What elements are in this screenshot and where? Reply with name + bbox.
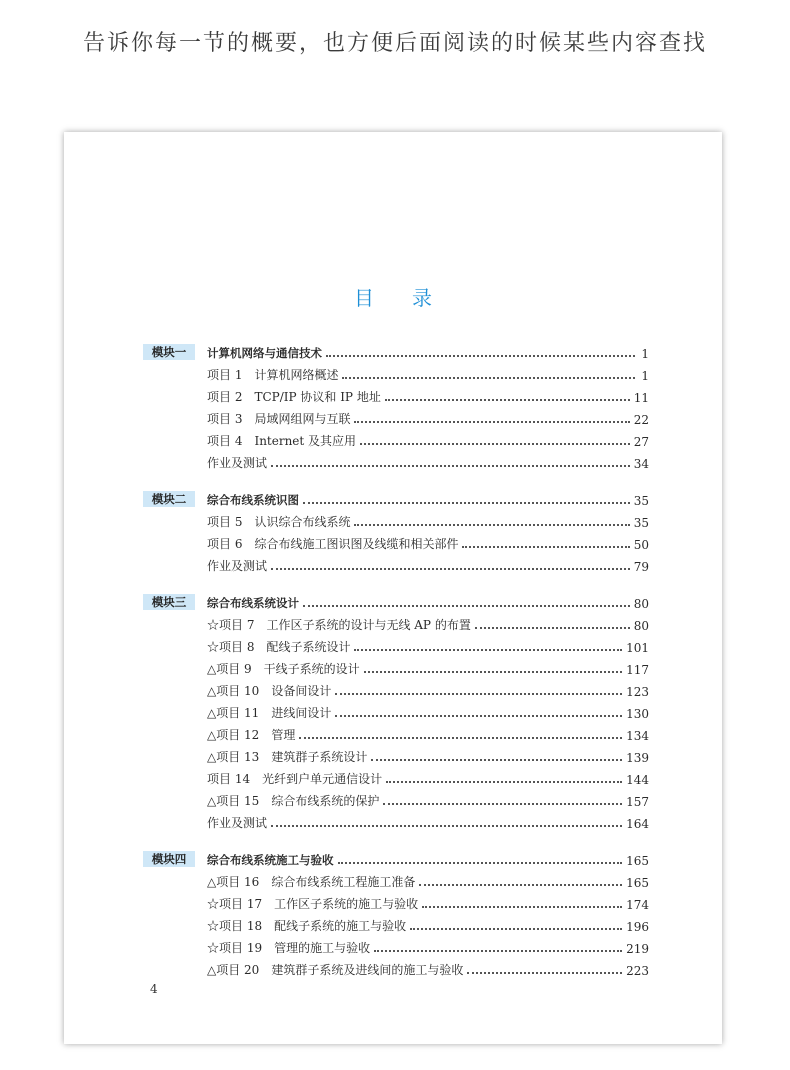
item-page: 101 [626, 641, 649, 655]
promo-caption: 告诉你每一节的概要，也方便后面阅读的时候某些内容查找 [82, 31, 707, 56]
toc-item-row[interactable] [143, 530, 649, 552]
item-label: 项目 1 计算机网络概述 [207, 368, 339, 382]
dot-leader [303, 605, 630, 607]
table-of-contents [143, 337, 649, 991]
dot-leader [338, 862, 623, 864]
item-label: 项目 3 局域网组网与互联 [207, 412, 351, 426]
dot-leader [354, 649, 622, 651]
item-label: △项目 13 建筑群子系统设计 [207, 750, 368, 764]
item-page: 157 [626, 795, 649, 809]
toc-item-row[interactable] [143, 405, 649, 427]
module-title: 计算机网络与通信技术 [207, 346, 322, 360]
item-page: 117 [626, 663, 649, 677]
item-label: 作业及测试 [207, 456, 268, 470]
toc-item-row[interactable] [143, 787, 649, 809]
item-label: ☆项目 17 工作区子系统的施工与验收 [207, 897, 419, 911]
dot-leader [360, 443, 630, 445]
item-label: ☆项目 8 配线子系统设计 [207, 640, 351, 654]
item-page: 80 [633, 619, 649, 633]
item-page: 34 [633, 457, 649, 471]
item-label: △项目 16 综合布线系统工程施工准备 [207, 875, 416, 889]
item-page: 219 [626, 942, 649, 956]
dot-leader [335, 715, 622, 717]
item-label: ☆项目 7 工作区子系统的设计与无线 AP 的布置 [207, 618, 471, 632]
toc-item-row[interactable] [143, 508, 649, 530]
item-label: △项目 15 综合布线系统的保护 [207, 794, 380, 808]
item-page: 11 [633, 391, 649, 405]
item-page: 22 [633, 413, 649, 427]
toc-item-row[interactable] [143, 809, 649, 831]
toc-module-group [143, 587, 649, 831]
toc-item-row[interactable] [143, 934, 649, 956]
dot-leader [467, 972, 622, 974]
item-page: 223 [626, 964, 649, 978]
dot-leader [299, 737, 622, 739]
toc-item-row[interactable] [143, 383, 649, 405]
item-page: 123 [626, 685, 649, 699]
item-label: 作业及测试 [207, 816, 268, 830]
toc-module-row[interactable] [143, 844, 649, 868]
item-label: ☆项目 19 管理的施工与验收 [207, 941, 371, 955]
module-badge: 模块四 [143, 851, 195, 867]
item-page: 35 [633, 516, 649, 530]
item-label: △项目 10 设备间设计 [207, 684, 332, 698]
toc-item-row[interactable] [143, 890, 649, 912]
item-page: 196 [626, 920, 649, 934]
toc-item-row[interactable] [143, 868, 649, 890]
toc-item-row[interactable] [143, 611, 649, 633]
dot-leader [410, 928, 622, 930]
dot-leader [462, 546, 629, 548]
module-title: 综合布线系统识图 [207, 493, 299, 507]
module-title: 综合布线系统设计 [207, 596, 299, 610]
module-badge: 模块三 [143, 594, 195, 610]
item-label: ☆项目 18 配线子系统的施工与验收 [207, 919, 407, 933]
dot-leader [385, 399, 630, 401]
item-page: 1 [641, 369, 649, 383]
dot-leader [342, 377, 635, 379]
item-label: 项目 4 Internet 及其应用 [207, 434, 357, 448]
item-page: 165 [626, 876, 649, 890]
toc-module-row[interactable] [143, 484, 649, 508]
item-label: 作业及测试 [207, 559, 268, 573]
item-page: 144 [626, 773, 649, 787]
toc-item-row[interactable] [143, 721, 649, 743]
item-label: △项目 9 干线子系统的设计 [207, 662, 360, 676]
dot-leader [422, 906, 622, 908]
item-label: 项目 5 认识综合布线系统 [207, 515, 351, 529]
module-page: 1 [641, 347, 649, 361]
item-label: △项目 20 建筑群子系统及进线间的施工与验收 [207, 963, 464, 977]
toc-title: 目录 [354, 286, 470, 310]
item-page: 50 [633, 538, 649, 552]
item-page: 130 [626, 707, 649, 721]
item-label: △项目 11 进线间设计 [207, 706, 332, 720]
module-page: 35 [633, 494, 649, 508]
dot-leader [374, 950, 622, 952]
item-page: 174 [626, 898, 649, 912]
toc-module-row[interactable] [143, 587, 649, 611]
toc-item-row[interactable] [143, 633, 649, 655]
dot-leader [335, 693, 622, 695]
toc-module-group [143, 844, 649, 978]
module-title: 综合布线系统施工与验收 [207, 853, 334, 867]
module-badge: 模块二 [143, 491, 195, 507]
dot-leader [271, 825, 622, 827]
item-page: 27 [633, 435, 649, 449]
item-label: 项目 2 TCP/IP 协议和 IP 地址 [207, 390, 381, 404]
dot-leader [271, 465, 630, 467]
item-page: 134 [626, 729, 649, 743]
dot-leader [364, 671, 622, 673]
item-label: △项目 12 管理 [207, 728, 296, 742]
module-page: 165 [626, 854, 649, 868]
item-page: 139 [626, 751, 649, 765]
page-number: 4 [150, 982, 158, 996]
dot-leader [271, 568, 630, 570]
toc-module-group [143, 484, 649, 574]
toc-item-row[interactable] [143, 427, 649, 449]
item-page: 79 [633, 560, 649, 574]
item-label: 项目 14 光纤到户单元通信设计 [207, 772, 383, 786]
item-label: 项目 6 综合布线施工图识图及线缆和相关部件 [207, 537, 459, 551]
toc-item-row[interactable] [143, 956, 649, 978]
toc-module-group [143, 337, 649, 471]
toc-item-row[interactable] [143, 552, 649, 574]
item-page: 164 [626, 817, 649, 831]
toc-item-row[interactable] [143, 699, 649, 721]
dot-leader [475, 627, 630, 629]
module-page: 80 [633, 597, 649, 611]
dot-leader [354, 421, 629, 423]
book-page [64, 132, 722, 1044]
module-badge: 模块一 [143, 344, 195, 360]
toc-item-row[interactable] [143, 655, 649, 677]
dot-leader [386, 781, 622, 783]
toc-module-row[interactable] [143, 337, 649, 361]
dot-leader [326, 355, 635, 357]
toc-item-row[interactable] [143, 677, 649, 699]
dot-leader [419, 884, 622, 886]
dot-leader [371, 759, 622, 761]
toc-item-row[interactable] [143, 912, 649, 934]
toc-item-row[interactable] [143, 743, 649, 765]
dot-leader [303, 502, 630, 504]
toc-item-row[interactable] [143, 361, 649, 383]
dot-leader [383, 803, 622, 805]
toc-item-row[interactable] [143, 449, 649, 471]
toc-item-row[interactable] [143, 765, 649, 787]
dot-leader [354, 524, 629, 526]
